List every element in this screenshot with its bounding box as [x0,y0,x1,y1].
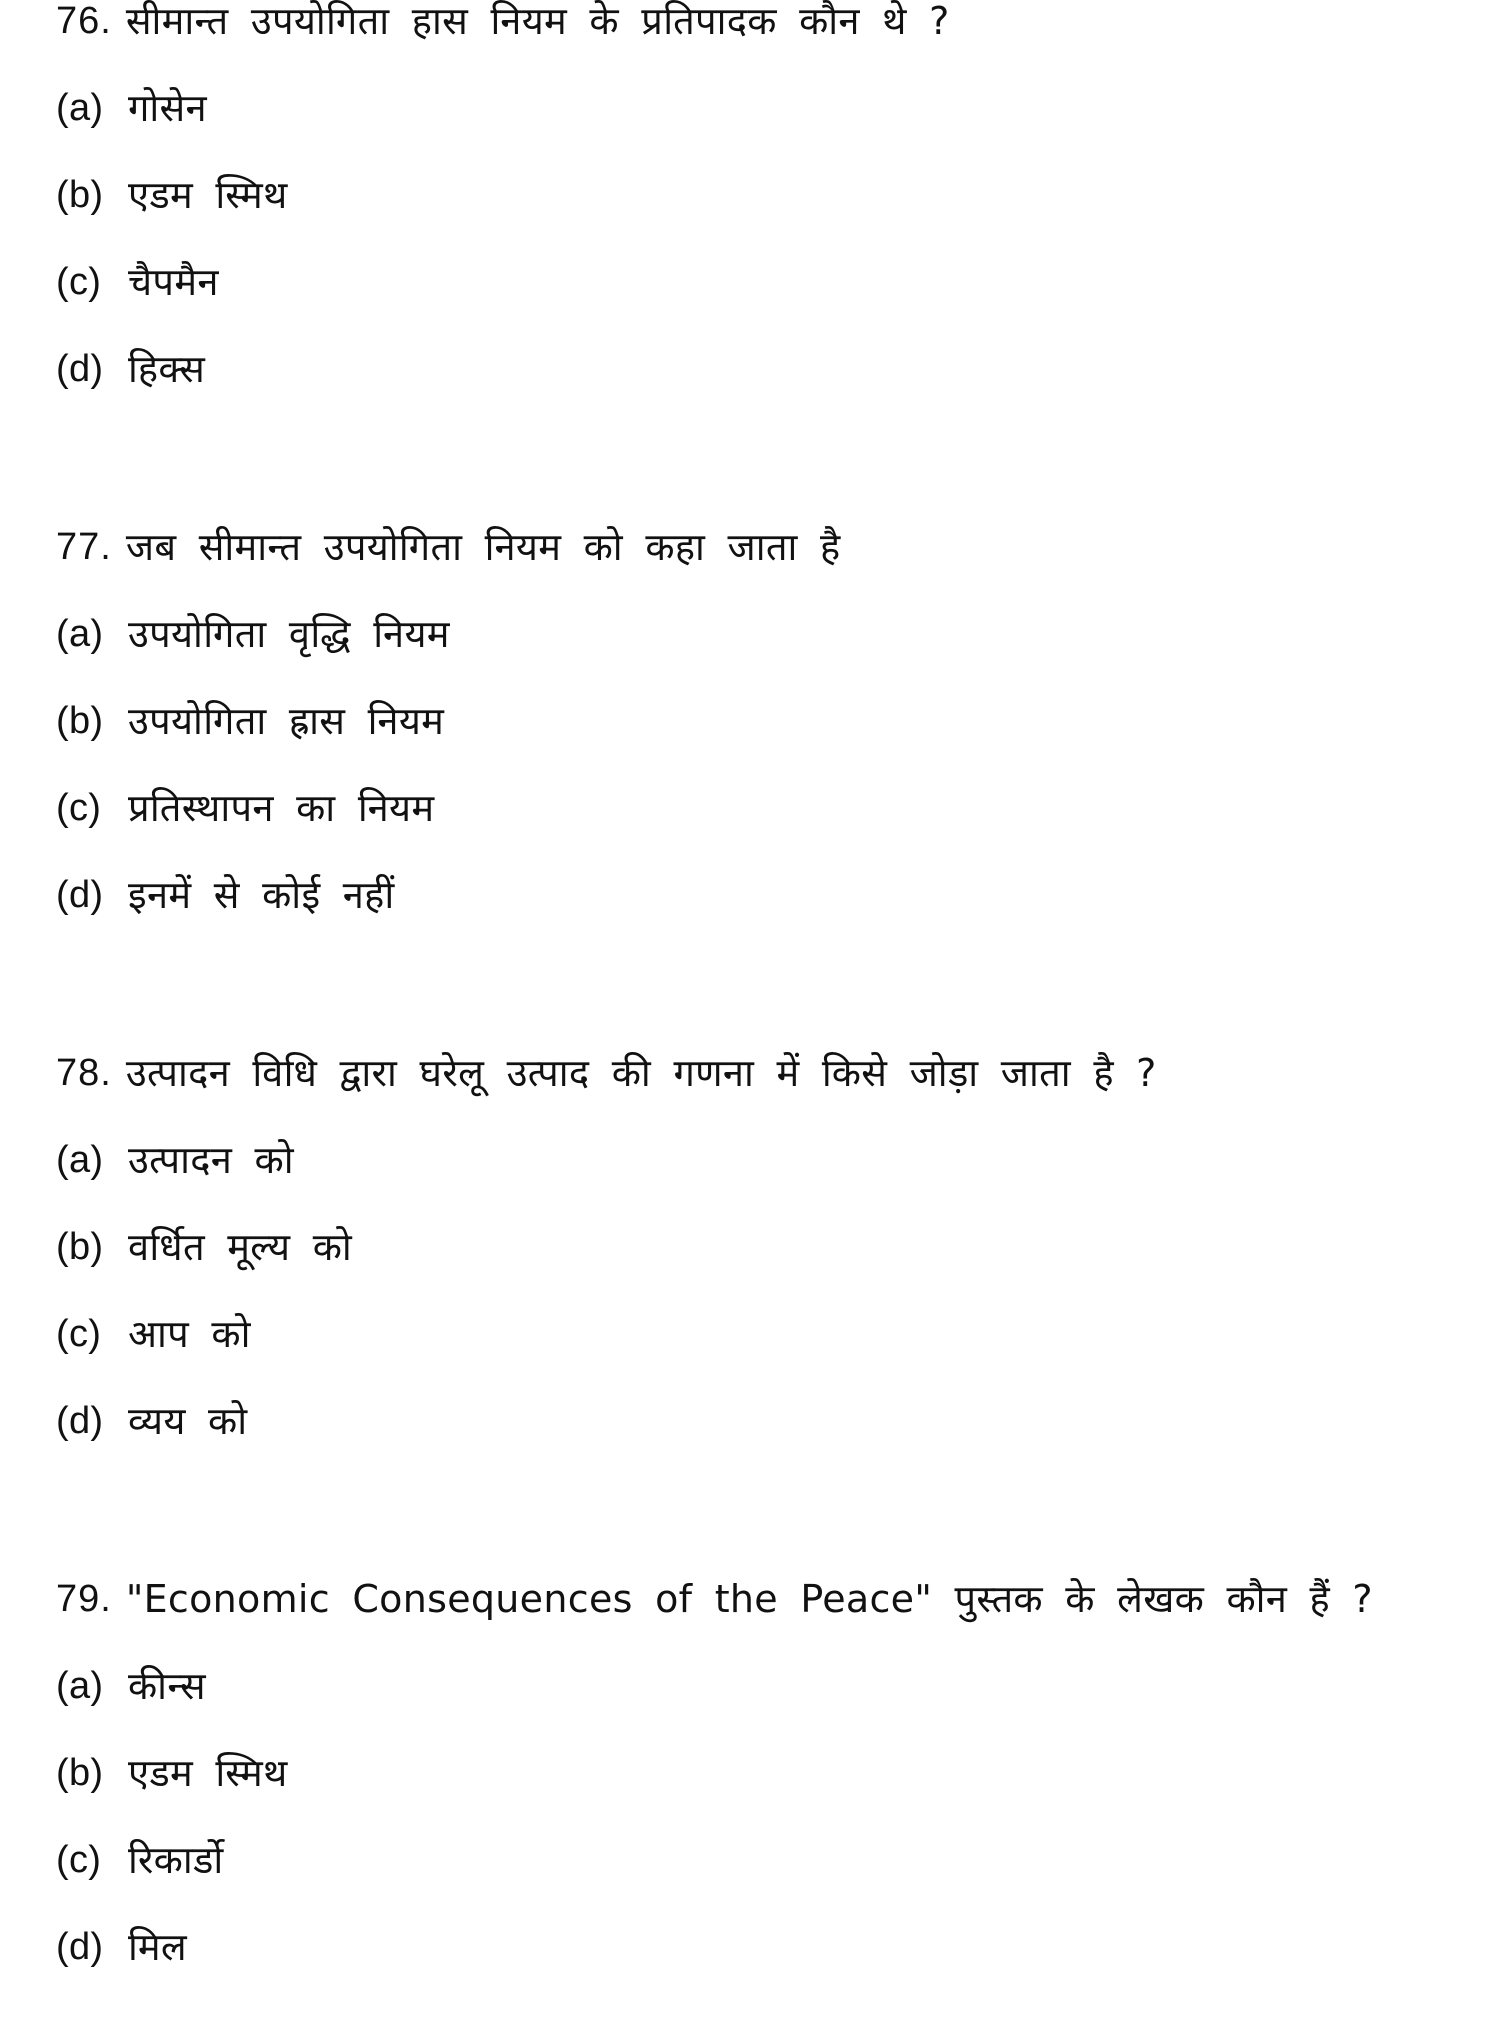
option-label: (b) [56,1226,104,1268]
question-76 [56,0,1476,429]
option-text: चैपमैन [128,260,219,304]
question-text: उत्पादन विधि द्वारा घरेलू उत्पाद की गणना में किसे जोड़ा जाता है ? [125,1051,1157,1095]
option-c [56,255,1476,342]
option-text: प्रतिस्थापन का नियम [128,786,435,830]
option-text: वर्धित मूल्य को [128,1225,353,1269]
option-label: (d) [56,1400,104,1442]
option-label: (a) [56,87,104,129]
option-b [56,168,1476,255]
question-text-line [56,520,1476,607]
question-78 [56,1046,1476,1481]
question-text: जब सीमान्त उपयोगिता नियम को कहा जाता है [125,525,841,569]
option-label: (c) [56,1313,102,1355]
option-text: मिल [128,1925,187,1969]
option-label: (b) [56,700,104,742]
option-b [56,1746,1476,1833]
option-label: (b) [56,174,104,216]
option-a [56,1659,1476,1746]
option-b [56,1220,1476,1307]
option-label: (c) [56,261,102,303]
option-label: (c) [56,1839,102,1881]
option-c [56,781,1476,868]
option-b [56,694,1476,781]
option-text: उत्पादन को [128,1138,294,1182]
option-text: उपयोगिता ह्रास नियम [128,699,445,743]
option-text: कीन्स [128,1664,206,1708]
option-label: (d) [56,1926,104,1968]
option-label: (a) [56,1139,104,1181]
option-d [56,868,1476,955]
option-label: (b) [56,1752,104,1794]
option-c [56,1307,1476,1394]
option-a [56,1133,1476,1220]
option-a [56,607,1476,694]
option-label: (a) [56,1665,104,1707]
question-text-line [56,1046,1476,1133]
option-text: हिक्स [128,347,206,391]
question-text: सीमान्त उपयोगिता हास नियम के प्रतिपादक कौन थे ? [125,0,950,43]
question-77 [56,520,1476,955]
option-label: (a) [56,613,104,655]
option-label: (c) [56,787,102,829]
option-text: आप को [128,1312,251,1356]
option-a [56,81,1476,168]
option-label: (d) [56,874,104,916]
question-number: 76. [56,0,112,42]
option-text: रिकार्डो [128,1838,224,1882]
question-text-line [56,0,1476,81]
option-text: इनमें से कोई नहीं [128,873,395,917]
option-d [56,1920,1476,2007]
option-d [56,1394,1476,1481]
question-79 [56,1572,1476,2007]
question-number: 79. [56,1578,112,1620]
option-text: एडम स्मिथ [128,173,288,217]
option-label: (d) [56,348,104,390]
question-text: "Economic Consequences of the Peace" पुस्तक के लेखक कौन हैं ? [125,1577,1373,1621]
option-text: एडम स्मिथ [128,1751,288,1795]
option-text: गोसेन [128,86,207,130]
option-text: व्यय को [128,1399,248,1443]
option-c [56,1833,1476,1920]
question-number: 77. [56,526,112,568]
question-text-line [56,1572,1476,1659]
option-text: उपयोगिता वृद्धि नियम [128,612,450,656]
option-d [56,342,1476,429]
question-number: 78. [56,1052,112,1094]
